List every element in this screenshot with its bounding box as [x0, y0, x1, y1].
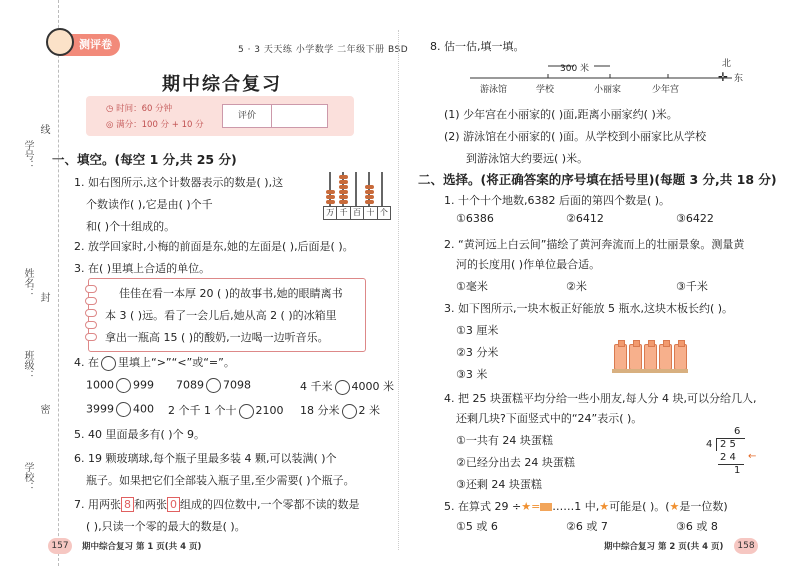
water-bottle-icon	[644, 344, 657, 370]
division-product: 2 4	[720, 452, 736, 463]
option[interactable]: ①毫米	[456, 280, 488, 293]
distance-label: 300 米	[560, 64, 590, 74]
q4-row1-item: 4 千米 4000 米	[300, 380, 394, 393]
option[interactable]: ②3 分米	[456, 346, 499, 359]
q6-line1: 6. 19 颗玻璃球,每个瓶子里最多装 4 颗,可以装满( )个	[74, 452, 337, 465]
section2-title: 二、选择。(将正确答案的序号填在括号里)(每题 3 分,共 18 分)	[418, 172, 777, 187]
evaluation-label: 评价	[223, 105, 272, 127]
option[interactable]: ②6 或 7	[566, 520, 608, 533]
q1-line3: 和( )个十组成的。	[86, 220, 176, 233]
student-name-label: 姓名：	[22, 268, 33, 298]
option[interactable]: ③还剩 24 块蛋糕	[456, 478, 542, 491]
north-label: 北	[722, 59, 732, 69]
s2-q2-line2: 河的长度用( )作单位最合适。	[456, 258, 601, 271]
s2-q4-line1: 4. 把 25 块蛋糕平均分给一些小朋友,每人分 4 块,可以分给几人,	[444, 392, 757, 405]
wood-board	[612, 369, 688, 373]
s2-q5-text: 5. 在算式 29 ÷★= ……1 中,★可能是( )。(★是一位数)	[444, 500, 728, 513]
story-line1: 佳佳在看一本厚 20 ( )的故事书,她的眼睛离书	[119, 287, 343, 300]
q3-text: 3. 在( )里填上合适的单位。	[74, 262, 211, 275]
abacus-figure	[323, 168, 391, 220]
series-header: 5 · 3 天天练 小学数学 二年级下册 BSD	[238, 45, 409, 55]
place-label: 学校	[536, 85, 555, 95]
q8-line1: (1) 少年宫在小丽家的( )面,距离小丽家约( )米。	[444, 108, 678, 121]
seal-mark-close: 密	[38, 404, 49, 414]
option[interactable]: ③3 米	[456, 368, 488, 381]
option[interactable]: ①5 或 6	[456, 520, 498, 533]
star-icon: ★	[599, 500, 610, 513]
compare-circle[interactable]	[116, 402, 131, 417]
seal-mark-seal: 封	[38, 292, 49, 302]
star-icon: ★	[521, 500, 532, 513]
place-label: 小丽家	[594, 85, 622, 95]
place-label: 游泳馆	[480, 85, 508, 95]
score-info: ◎ 满分：100 分 + 10 分	[106, 120, 204, 130]
q2-text: 2. 放学回家时,小梅的前面是东,她的左面是( ),后面是( )。	[74, 240, 354, 253]
q4-row1-item: 7089 7098	[176, 378, 251, 392]
test-badge: 测评卷	[50, 34, 120, 56]
q4-row2-item: 3999 400	[86, 402, 154, 416]
star-icon: ★	[669, 500, 680, 513]
compare-circle[interactable]	[116, 378, 131, 393]
s2-q3-text: 3. 如下图所示,一块木板正好能放 5 瓶水,这块木板长约( )。	[444, 302, 734, 315]
water-bottle-icon	[629, 344, 642, 370]
compare-circle[interactable]	[101, 356, 116, 371]
option[interactable]: ①3 厘米	[456, 324, 499, 337]
student-number-label: 学号：	[22, 140, 33, 170]
page-title: 期中综合复习	[162, 74, 282, 95]
compare-circle[interactable]	[335, 380, 350, 395]
s2-q2-line1: 2. “黄河远上白云间”描绘了黄河奔流而上的壮丽景象。测量黄	[444, 238, 745, 251]
footer-left-text: 期中综合复习 第 1 页(共 4 页)	[82, 542, 202, 552]
abacus-label: 万	[324, 207, 337, 219]
page-number-right: 158	[734, 538, 758, 554]
number-card-8: 8	[121, 497, 134, 512]
option[interactable]: ③6 或 8	[676, 520, 718, 533]
abacus-label: 十	[364, 207, 377, 219]
q1-line1: 1. 如右图所示,这个计数器表示的数是( ),这	[74, 176, 284, 189]
seal-mark-line: 线	[38, 124, 49, 134]
q7-line2: ( ),只读一个零的最大的数是( )。	[86, 520, 246, 533]
arrow-left-icon: ←	[748, 451, 757, 462]
option[interactable]: ①6386	[456, 212, 494, 225]
q1-line2: 个数读作( ),它是由( )个千	[86, 198, 213, 211]
time-info: ◷ 时间：60 分钟	[106, 104, 173, 114]
square-icon	[540, 503, 552, 511]
q4-row1-item: 1000 999	[86, 378, 154, 392]
s2-q1-text: 1. 十个十个地数,6382 后面的第四个数是( )。	[444, 194, 671, 207]
cartoon-face-icon	[46, 28, 74, 56]
story-box	[88, 278, 366, 352]
option[interactable]: ②已经分出去 24 块蛋糕	[456, 456, 575, 469]
abacus-label: 个	[379, 208, 388, 217]
compass-cross-icon: ✛	[718, 70, 729, 84]
story-line3: 拿出一瓶高 15 ( )的酸奶,一边喝一边听音乐。	[105, 331, 329, 344]
division-quotient: 6	[734, 426, 741, 437]
evaluation-box[interactable]	[222, 104, 328, 128]
q5-text: 5. 40 里面最多有( )个 9。	[74, 428, 206, 441]
page-divider	[398, 30, 399, 550]
footer-right-text: 期中综合复习 第 2 页(共 4 页)	[604, 542, 724, 552]
water-bottle-icon	[614, 344, 627, 370]
q8-line2: (2) 游泳馆在小丽家的( )面。从学校到小丽家比从学校	[444, 130, 707, 143]
abacus-label: 千	[337, 207, 350, 219]
option[interactable]: ②6412	[566, 212, 604, 225]
water-bottle-icon	[659, 344, 672, 370]
number-card-0: 0	[167, 497, 180, 512]
option[interactable]: ②米	[566, 280, 587, 293]
class-label: 班级：	[22, 350, 33, 380]
school-label: 学校：	[22, 462, 33, 492]
east-label: 东	[734, 74, 744, 84]
q6-line2: 瓶子。如果把它们全部装入瓶子里,至少需要( )个瓶子。	[86, 474, 355, 487]
option[interactable]: ③6422	[676, 212, 714, 225]
abacus-label: 百	[351, 207, 364, 219]
compare-circle[interactable]	[206, 378, 221, 393]
compare-circle[interactable]	[239, 404, 254, 419]
division-divisor: 4	[706, 439, 713, 450]
q4-row2-item: 18 分米 2 米	[300, 404, 380, 417]
division-dividend: 2 5	[720, 439, 736, 450]
q8-line3: 到游泳馆大约要远( )米。	[466, 152, 589, 165]
place-label: 少年宫	[652, 85, 680, 95]
water-bottle-icon	[674, 344, 687, 370]
water-bottles-figure	[612, 336, 688, 374]
q4-text: 4. 在 里填上“>”“<”或“=”。	[74, 356, 235, 369]
s2-q4-line2: 还剩几块?下面竖式中的“24”表示( )。	[456, 412, 643, 425]
option[interactable]: ①一共有 24 块蛋糕	[456, 434, 553, 447]
q8-title: 8. 估一估,填一填。	[430, 40, 525, 53]
binding-spine	[0, 0, 59, 566]
long-division-figure	[702, 426, 762, 478]
compare-circle[interactable]	[342, 404, 357, 419]
division-remainder: 1	[734, 465, 741, 476]
story-line2: 本 3 ( )远。看了一会儿后,她从高 2 ( )的冰箱里	[105, 309, 337, 322]
q4-row2-item: 2 个千 1 个十 2100	[168, 404, 284, 417]
section1-title: 一、填空。(每空 1 分,共 25 分)	[52, 152, 237, 167]
q7-line1: 7. 用两张 8 和两张 0 组成的四位数中,一个零都不读的数是	[74, 498, 360, 511]
option[interactable]: ③千米	[676, 280, 708, 293]
page-number-left: 157	[48, 538, 72, 554]
